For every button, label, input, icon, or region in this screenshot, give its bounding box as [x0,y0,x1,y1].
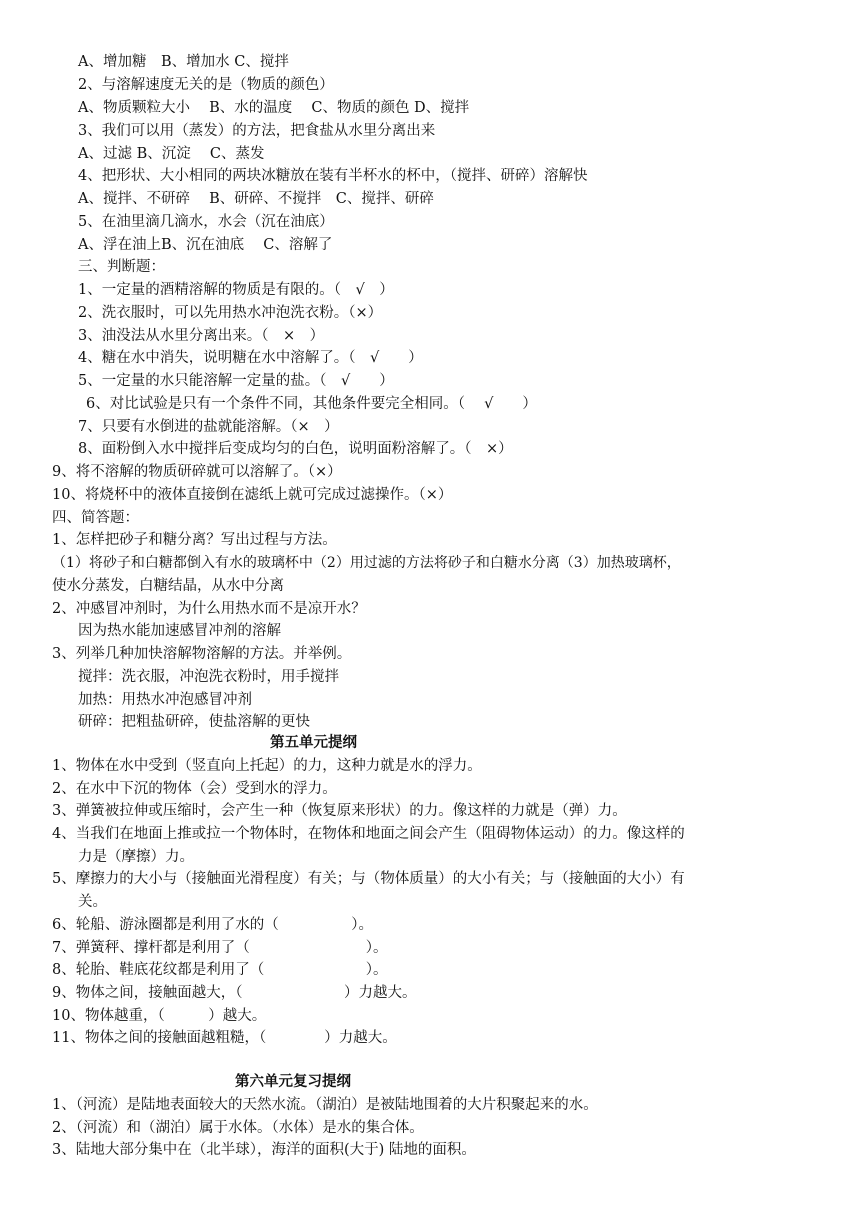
text-line: 因为热水能加速感冒冲剂的溶解 [78,623,281,639]
text-line: 搅拌：洗衣服，冲泡洗衣粉时，用手搅拌 [78,669,339,685]
text-line: （1）将砂子和白糖都倒入有水的玻璃杯中（2）用过滤的方法将砂子和白糖水分离（3）加热玻璃杯， [52,555,681,571]
text-line: A、过滤 B、沉淀 C、蒸发 [78,146,265,162]
text-line: 1、怎样把砂子和糖分离？写出过程与方法。 [52,532,337,548]
text-line: 6、轮船、游泳圈都是利用了水的（ ）。 [52,917,373,933]
unit-five-heading: 第五单元提纲 [270,735,357,751]
text-line: A、物质颗粒大小 B、水的温度 C、物质的颜色 D、搅拌 [78,100,470,116]
text-line: 3、弹簧被拉伸或压缩时，会产生一种（恢复原来形状）的力。像这样的力就是（弹）力。 [52,803,627,819]
text-line: 2、冲感冒冲剂时，为什么用热水而不是凉开水？ [52,601,366,617]
text-line: 3、列举几种加快溶解物溶解的方法。并举例。 [52,646,352,662]
text-line: 4、把形状、大小相同的两块冰糖放在装有半杯水的杯中，（搅拌、研碎）溶解快 [78,168,588,184]
text-line: 6、对比试验是只有一个条件不同，其他条件要完全相同。（ √ ） [86,396,537,412]
text-line: 3、陆地大部分集中在（北半球），海洋的面积(大于) 陆地的面积。 [52,1142,476,1158]
text-line: 5、在油里滴几滴水，水会（沉在油底） [78,214,334,230]
text-line: 10、物体越重，（ ）越大。 [52,1008,267,1024]
text-line: 关。 [78,894,107,910]
text-line: 7、弹簧秤、撑杆都是利用了（ ）。 [52,940,388,956]
text-line: 9、将不溶解的物质研碎就可以溶解了。（×） [52,464,342,480]
text-line: A、搅拌、不研碎 B、研碎、不搅拌 C、搅拌、研碎 [78,191,434,207]
text-line: 8、轮胎、鞋底花纹都是利用了（ ）。 [52,962,388,978]
text-line: 2、（河流）和（湖泊）属于水体。（水体）是水的集合体。 [52,1120,424,1136]
text-line: 研碎：把粗盐研碎，使盐溶解的更快 [78,714,310,730]
text-line: A、浮在油上B、沉在油底 C、溶解了 [78,237,333,253]
text-line: 2、洗衣服时，可以先用热水冲泡洗衣粉。（×） [78,305,383,321]
text-line: 3、油没法从水里分离出来。（ × ） [78,328,325,344]
text-line: 1、物体在水中受到（竖直向上托起）的力，这种力就是水的浮力。 [52,758,482,774]
text-line: 3、我们可以用（蒸发）的方法，把食盐从水里分离出来 [78,123,436,139]
text-line: 4、糖在水中消失，说明糖在水中溶解了。（ √ ） [78,350,423,366]
text-line: 9、物体之间，接触面越大，（ ）力越大。 [52,985,417,1001]
text-line: A、增加糖 B、增加水 C、搅拌 [78,54,289,70]
text-line: 1、（河流）是陆地表面较大的天然水流。（湖泊）是被陆地围着的大片积聚起来的水。 [52,1097,598,1113]
text-line: 1、一定量的酒精溶解的物质是有限的。（ √ ） [78,282,394,298]
text-line: 4、当我们在地面上推或拉一个物体时，在物体和地面之间会产生（阻碍物体运动）的力。像这样的 [52,826,685,842]
text-line: 5、一定量的水只能溶解一定量的盐。（ √ ） [78,373,394,389]
text-line: 11、物体之间的接触面越粗糙，（ ）力越大。 [52,1030,397,1046]
text-line: 2、与溶解速度无关的是（物质的颜色） [78,77,334,93]
text-line: 加热：用热水冲泡感冒冲剂 [78,692,252,708]
text-line: 力是（摩擦）力。 [78,849,194,865]
section-heading: 四、简答题： [52,510,139,526]
text-line: 2、在水中下沉的物体（会）受到水的浮力。 [52,781,337,797]
text-line: 7、只要有水倒进的盐就能溶解。（× ） [78,419,339,435]
text-line: 5、摩擦力的大小与（接触面光滑程度）有关；与（物体质量）的大小有关；与（接触面的大小）有 [52,871,685,887]
text-line: 使水分蒸发，白糖结晶，从水中分离 [52,578,284,594]
text-line: 10、将烧杯中的液体直接倒在滤纸上就可完成过滤操作。（×） [52,487,453,503]
text-line: 8、面粉倒入水中搅拌后变成均匀的白色，说明面粉溶解了。（ ×） [78,441,513,457]
section-heading: 三、判断题： [78,259,165,275]
unit-six-heading: 第六单元复习提纲 [235,1074,351,1090]
